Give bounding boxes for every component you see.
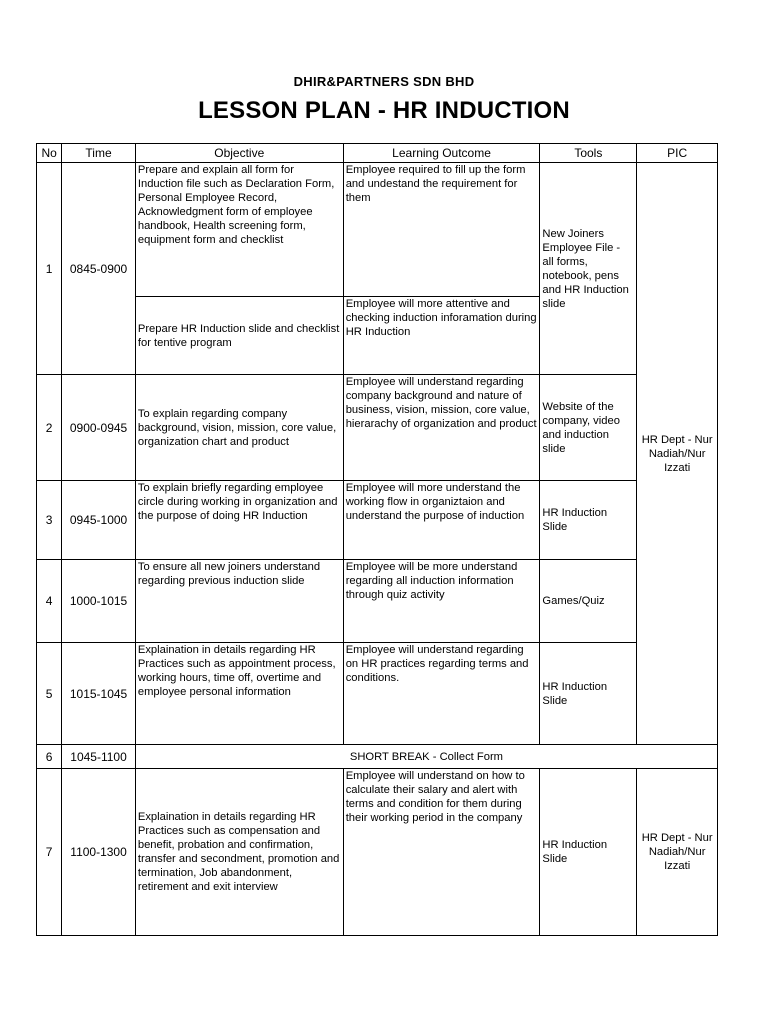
row-objective: Prepare and explain all form for Induction file such as Declaration Form, Personal Employee Record, Acknowledgment form of employee handbook, Health screening form, equipment form and checklist bbox=[135, 163, 343, 297]
row-learning-outcome: Employee required to fill up the form and undestand the requirement for them bbox=[343, 163, 540, 297]
row-tools: Games/Quiz bbox=[540, 560, 637, 643]
row-learning-outcome: Employee will be more understand regarding all induction information through quiz activity bbox=[343, 560, 540, 643]
row-tools: HR Induction Slide bbox=[540, 481, 637, 560]
row-time: 1015-1045 bbox=[62, 643, 136, 745]
row-no: 7 bbox=[37, 769, 62, 936]
column-header-learning-outcome: Learning Outcome bbox=[343, 144, 540, 163]
row-no: 3 bbox=[37, 481, 62, 560]
row-time: 1000-1015 bbox=[62, 560, 136, 643]
row-objective: Prepare HR Induction slide and checklist for tentive program bbox=[135, 297, 343, 375]
row-tools: New Joiners Employee File - all forms, notebook, pens and HR Induction slide bbox=[540, 163, 637, 375]
row-objective: Explaination in details regarding HR Practices such as appointment process, working hours, time off, overtime and employee personal information bbox=[135, 643, 343, 745]
column-header-objective: Objective bbox=[135, 144, 343, 163]
row-no: 5 bbox=[37, 643, 62, 745]
table-row bbox=[37, 560, 718, 643]
row-objective: Explaination in details regarding HR Practices such as compensation and benefit, probation and confirmation, transfer and secondment, promotion and termination, Job abandonment, retirement and exit interview bbox=[135, 769, 343, 936]
table-row bbox=[37, 769, 718, 936]
row-objective: To ensure all new joiners understand regarding previous induction slide bbox=[135, 560, 343, 643]
row-time: 0945-1000 bbox=[62, 481, 136, 560]
table-row bbox=[37, 163, 718, 297]
table-row bbox=[37, 481, 718, 560]
row-pic: HR Dept - Nur Nadiah/Nur Izzati bbox=[637, 163, 718, 745]
table-row bbox=[37, 643, 718, 745]
table-header-row bbox=[37, 144, 718, 163]
row-tools: HR Induction Slide bbox=[540, 643, 637, 745]
row-time: 0900-0945 bbox=[62, 375, 136, 481]
row-objective: To explain regarding company background, vision, mission, core value, organization chart and product bbox=[135, 375, 343, 481]
lesson-plan-table bbox=[36, 143, 718, 936]
column-header-tools: Tools bbox=[540, 144, 637, 163]
table-row bbox=[37, 745, 718, 769]
document-title: LESSON PLAN - HR INDUCTION bbox=[198, 97, 570, 124]
row-learning-outcome: Employee will understand on how to calculate their salary and alert with terms and condition for them during their working period in the company bbox=[343, 769, 540, 936]
row-time: 1045-1100 bbox=[62, 745, 136, 769]
company-name: DHIR&PARTNERS SDN BHD bbox=[293, 74, 475, 89]
row-learning-outcome: Employee will understand regarding company background and nature of business, vision, mission, core value, hierarachy of organization and product bbox=[343, 375, 540, 481]
row-pic: HR Dept - Nur Nadiah/Nur Izzati bbox=[637, 769, 718, 936]
row-no: 6 bbox=[37, 745, 62, 769]
row-tools: Website of the company, video and induction slide bbox=[540, 375, 637, 481]
table-row bbox=[37, 375, 718, 481]
row-learning-outcome: Employee will more understand the working flow in organiztaion and understand the purpose of induction bbox=[343, 481, 540, 560]
row-time: 0845-0900 bbox=[62, 163, 136, 375]
row-no: 2 bbox=[37, 375, 62, 481]
row-no: 1 bbox=[37, 163, 62, 375]
short-break-cell: SHORT BREAK - Collect Form bbox=[135, 745, 717, 769]
row-learning-outcome: Employee will understand regarding on HR practices regarding terms and conditions. bbox=[343, 643, 540, 745]
column-header-time: Time bbox=[62, 144, 136, 163]
row-no: 4 bbox=[37, 560, 62, 643]
row-tools: HR Induction Slide bbox=[540, 769, 637, 936]
row-time: 1100-1300 bbox=[62, 769, 136, 936]
row-objective: To explain briefly regarding employee circle during working in organization and the purpose of doing HR Induction bbox=[135, 481, 343, 560]
row-learning-outcome: Employee will more attentive and checking induction inforamation during HR Induction bbox=[343, 297, 540, 375]
column-header-pic: PIC bbox=[637, 144, 718, 163]
column-header-no: No bbox=[37, 144, 62, 163]
